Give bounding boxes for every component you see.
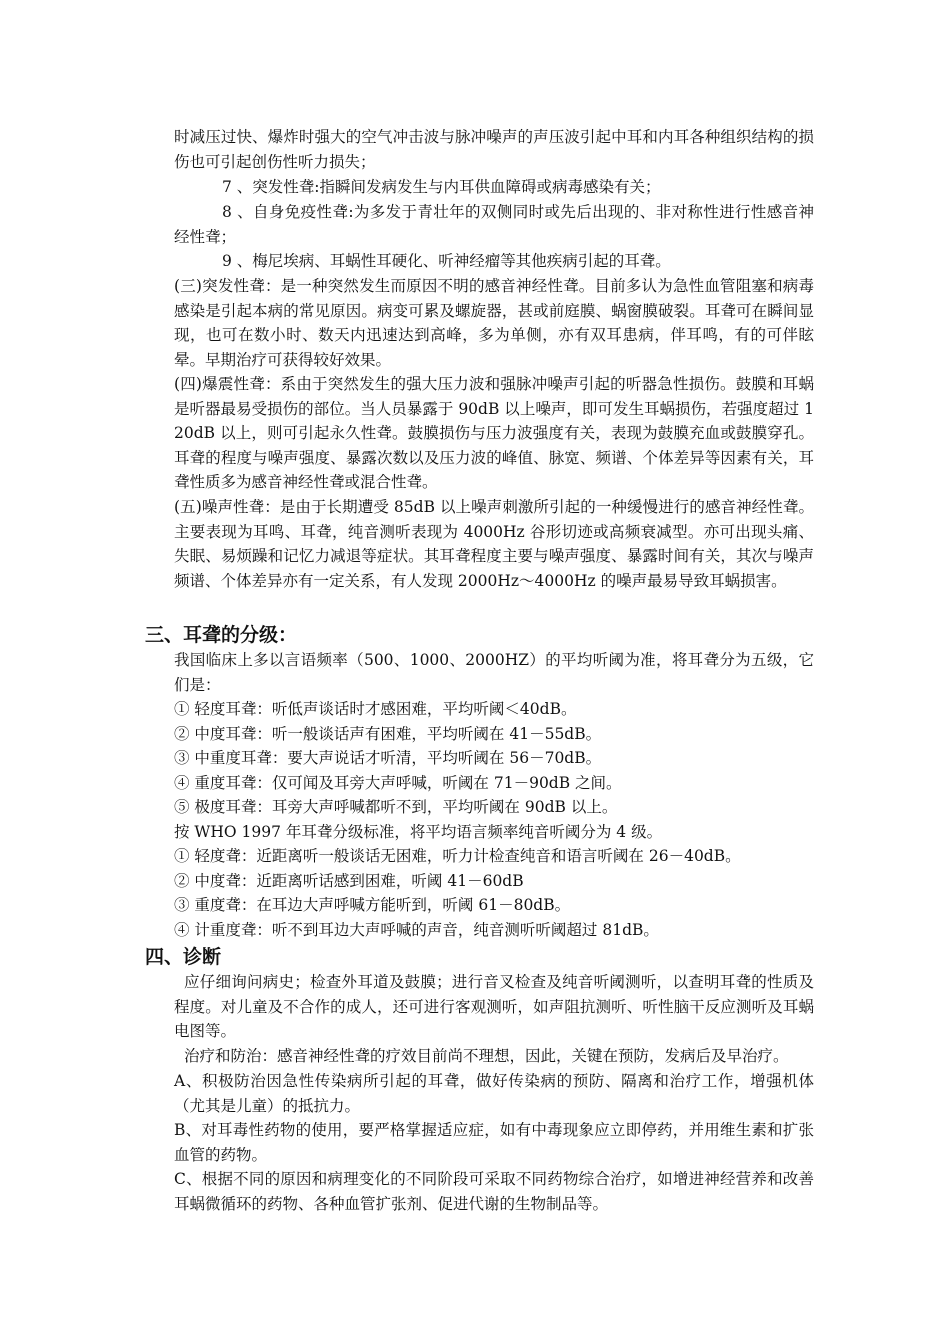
who-intro: 按 WHO 1997 年耳聋分级标准，将平均语言频率纯音听阈分为 4 级。 <box>174 823 663 841</box>
section-heading-grading: 三、耳聋的分级： <box>145 624 298 646</box>
paragraph-sudden-deafness: (三)突发性聋：是一种突然发生而原因不明的感音神经性聋。目前多认为急性血管阻塞和病毒感染是引起本病的常见原因。病变可累及螺旋器，甚或前庭膜、蜗窗膜破裂。耳聋可在瞬间显现，也可在数小时、数天内迅速达到高峰，多为单侧，亦有双耳患病，伴耳鸣，有的可伴眩晕。早期治疗可获得较好效果。 <box>174 277 814 369</box>
treatment-paragraph: 治疗和防治：感音神经性聋的疗效目前尚不理想，因此，关键在预防，发病后及早治疗。 <box>184 1047 789 1065</box>
paragraph-item-8: 8 、自身免疫性聋:为多发于青壮年的双侧同时或先后出现的、非对称性进行性感音神经性聋； <box>174 203 814 246</box>
grade-item-3: ③ 中重度耳聋：要大声说话才听清，平均听阈在 56－70dB。 <box>174 749 602 767</box>
section-heading-diagnosis: 四、诊断 <box>145 946 222 968</box>
paragraph-item-7: 7 、突发性聋:指瞬间发病发生与内耳供血障碍或病毒感染有关； <box>222 178 661 196</box>
paragraph-trauma: 时减压过快、爆炸时强大的空气冲击波与脉冲噪声的声压波引起中耳和内耳各种组织结构的损伤也可引起创伤性听力损失； <box>174 128 814 171</box>
treatment-item-c: C、根据不同的原因和病理变化的不同阶段可采取不同药物综合治疗，如增进神经营养和改善耳蜗微循环的药物、各种血管扩张剂、促进代谢的生物制品等。 <box>174 1170 814 1213</box>
who-grade-item-4: ④ 计重度聋：听不到耳边大声呼喊的声音，纯音测听听阈超过 81dB。 <box>174 921 659 939</box>
grade-item-4: ④ 重度耳聋：仅可闻及耳旁大声呼喊，听阈在 71－90dB 之间。 <box>174 774 622 792</box>
treatment-item-a: A、积极防治因急性传染病所引起的耳聋，做好传染病的预防、隔离和治疗工作，增强机体（尤其是儿童）的抵抗力。 <box>174 1072 814 1115</box>
grade-item-1: ① 轻度耳聋：听低声谈话时才感困难，平均听阈＜40dB。 <box>174 700 577 718</box>
paragraph-item-9: 9 、梅尼埃病、耳蜗性耳硬化、听神经瘤等其他疾病引起的耳聋。 <box>222 252 671 270</box>
who-grade-item-1: ① 轻度聋：近距离听一般谈话无困难，听力计检查纯音和语言听阈在 26－40dB。 <box>174 847 741 865</box>
diagnosis-paragraph: 应仔细询问病史；检查外耳道及鼓膜；进行音叉检查及纯音听阈测听，以查明耳聋的性质及程度。对儿童及不合作的成人，还可进行客观测听，如声阻抗测听、听性脑干反应测听及耳蜗电图等。 <box>174 973 814 1040</box>
treatment-item-b: B、对耳毒性药物的使用，要严格掌握适应症，如有中毒现象应立即停药，并用维生素和扩张血管的药物。 <box>174 1121 814 1164</box>
who-grade-item-2: ② 中度聋：近距离听话感到困难，听阈 41－60dB <box>174 872 524 890</box>
paragraph-blast-deafness: (四)爆震性聋：系由于突然发生的强大压力波和强脉冲噪声引起的听器急性损伤。鼓膜和耳蜗是听器最易受损伤的部位。当人员暴露于 90dB 以上噪声，即可发生耳蜗损伤，若强度超过 120dB 以上，则可引起永久性聋。鼓膜损伤与压力波强度有关，表现为鼓膜充血或鼓膜穿孔。耳聋的程度与噪声强度、暴露次数以及压力波的峰值、脉宽、频谱、个体差异等因素有关，耳聋性质多为感音神经性聋或混合性聋。 <box>174 375 814 491</box>
paragraph-noise-deafness: (五)噪声性聋：是由于长期遭受 85dB 以上噪声刺激所引起的一种缓慢进行的感音神经性聋。主要表现为耳鸣、耳聋，纯音测听表现为 4000Hz 谷形切迹或高频衰减型。亦可出现头痛、失眠、易烦躁和记忆力减退等症状。其耳聋程度主要与噪声强度、暴露时间有关，其次与噪声频谱、个体差异亦有一定关系，有人发现 2000Hz～4000Hz 的噪声最易导致耳蜗损害。 <box>174 498 814 590</box>
grading-intro: 我国临床上多以言语频率（500、1000、2000HZ）的平均听阈为准，将耳聋分为五级，它们是： <box>174 651 814 694</box>
grade-item-5: ⑤ 极度耳聋：耳旁大声呼喊都听不到，平均听阈在 90dB 以上。 <box>174 798 618 816</box>
who-grade-item-3: ③ 重度聋：在耳边大声呼喊方能听到，听阈 61－80dB。 <box>174 896 571 914</box>
grade-item-2: ② 中度耳聋：听一般谈话声有困难，平均听阈在 41－55dB。 <box>174 725 602 743</box>
